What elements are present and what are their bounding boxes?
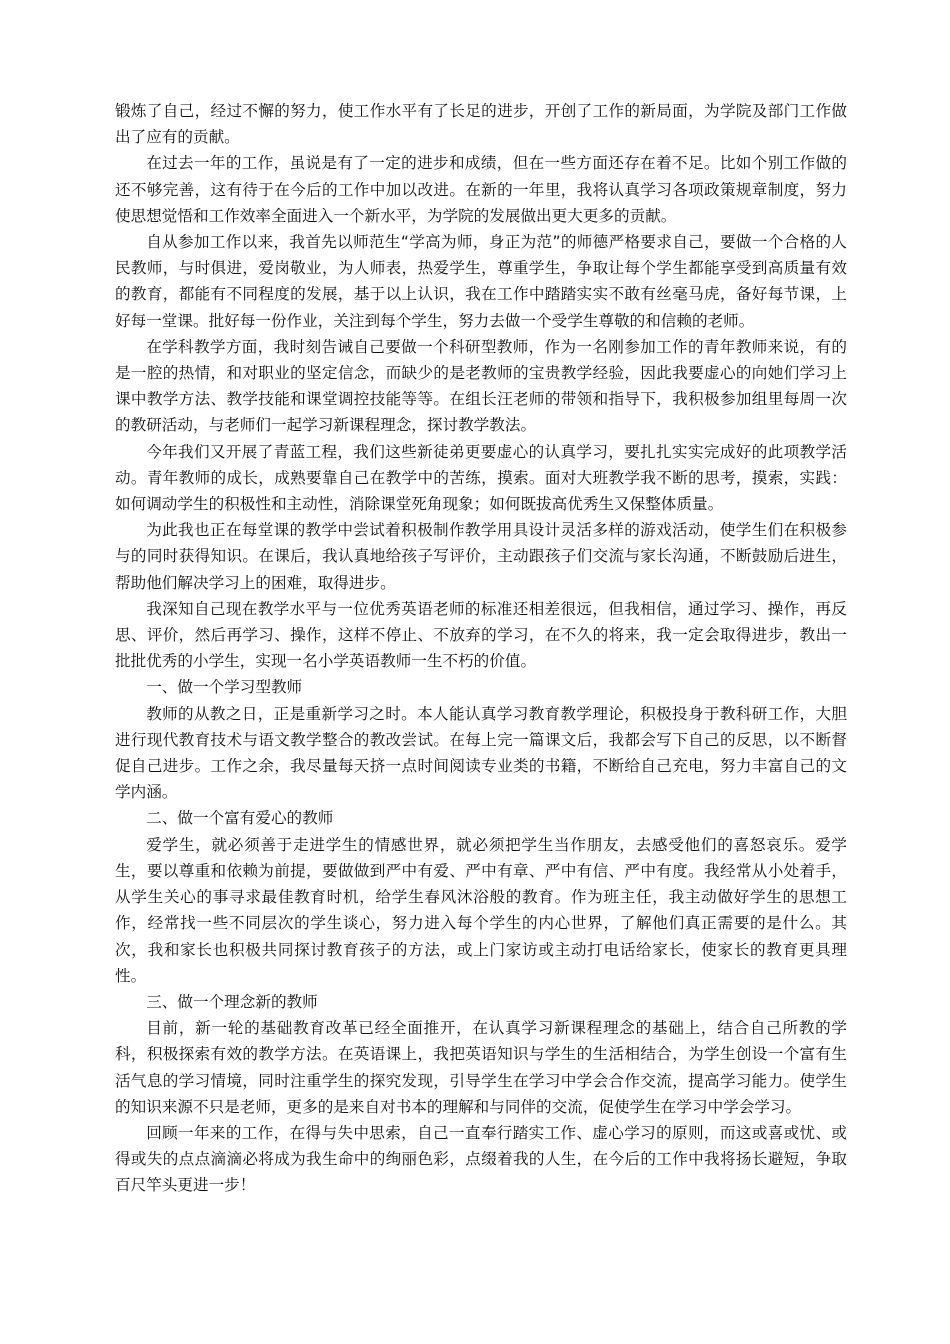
document-page [115,98,847,1199]
paragraph-teaching-aids: 为此我也正在每堂课的教学中尝试着积极制作教学用具设计灵活多样的游戏活动，使学生们在积极参与的同时获得知识。在课后，我认真地给孩子写评价，主动跟孩子们交流与家长沟通，不断鼓励后进生，帮助他们解决学习上的困难，取得进步。 [115,521,847,592]
paragraph-learning-teacher: 教师的从教之日，正是重新学习之时。本人能认真学习教育教学理论，积极投身于教科研工作，大胆进行现代教育技术与语文教学整合的教改尝试。在每上完一篇课文后，我都会写下自己的反思，以不断督促自己进步。工作之余，我尽量每天挤一点时间阅读专业类的书籍，不断给自己充电，努力丰富自己的文学内涵。 [115,704,847,802]
section-heading-learning-teacher: 一、做一个学习型教师 [146,678,303,697]
paragraph-self-assessment: 我深知自己现在教学水平与一位优秀英语老师的标准还相差很远，但我相信，通过学习、操作，再反思、评价，然后再学习、操作，这样不停止、不放弃的学习，在不久的将来，我一定会取得进步，教出一批批优秀的小学生，实现一名小学英语教师一生不朽的价值。 [115,599,847,671]
paragraph-mentoring-program: 今年我们又开展了青蓝工程，我们这些新徒弟更要虚心的认真学习，要扎扎实实完成好的此项教学活动。青年教师的成长，成熟要靠自己在教学中的苦练，摸索。面对大班教学我不断的思考，摸索，实践：如何调动学生的积极性和主动性，消除课堂死角现象；如何既拔高优秀生又保整体质量。 [115,442,847,514]
paragraph-subject-teaching: 在学科教学方面，我时刻告诫自己要做一个科研型教师，作为一名刚参加工作的青年教师来说，有的是一腔的热情，和对职业的坚定信念，而缺少的是老教师的宝贵教学经验，因此我要虚心的向她们学习上课中教学方法、教学技能和课堂调控技能等等。在组长汪老师的带领和指导下，我积极参加组里每周一次的教研活动，与老师们一起学习新课程理念，探讨教学教法。 [115,337,847,435]
paragraph-teacher-ethics: 自从参加工作以来，我首先以师范生“学高为师，身正为范”的师德严格要求自己，要做一个合格的人民教师，与时俱进，爱岗敬业，为人师表，热爱学生，尊重学生，争取让每个学生都能享受到高质量有效的教育，都能有不同程度的发展，基于以上认识，我在工作中踏踏实实不敢有丝毫马虎，备好每节课，上好每一堂课。批好每一份作业，关注到每个学生，努力去做一个受学生尊敬的和信赖的老师。 [115,233,847,330]
paragraph-shortcomings: 在过去一年的工作，虽说是有了一定的进步和成绩，但在一些方面还存在着不足。比如个别工作做的还不够完善，这有待于在今后的工作中加以改进。在新的一年里，我将认真学习各项政策规章制度，努力使思想觉悟和工作效率全面进入一个新水平，为学院的发展做出更大更多的贡献。 [115,154,847,225]
paragraph-conclusion: 回顾一年来的工作，在得与失中思索，自己一直奉行踏实工作、虚心学习的原则，而这或喜或忧、或得或失的点点滴滴必将成为我生命中的绚丽色彩，点缀着我的人生，在今后的工作中我将扬长避短，争取百尺竿头更进一步！ [115,1123,847,1195]
section-heading-new-concept-teacher: 三、做一个理念新的教师 [146,992,318,1011]
paragraph-continuation: 锻炼了自己，经过不懈的努力，使工作水平有了长足的进步，开创了工作的新局面，为学院及部门工作做出了应有的贡献。 [115,102,847,147]
paragraph-new-concept-teacher: 目前，新一轮的基础教育改革已经全面推开，在认真学习新课程理念的基础上，结合自己所教的学科，积极探索有效的教学方法。在英语课上，我把英语知识与学生的生活相结合，为学生创设一个富有生活气息的学习情境，同时注重学生的探究发现，引导学生在学习中学会合作交流，提高学习能力。使学生的知识来源不只是老师，更多的是来自对书本的理解和与同伴的交流，促使学生在学习中学会学习。 [115,1019,847,1116]
section-heading-caring-teacher: 二、做一个富有爱心的教师 [146,809,334,828]
paragraph-caring-teacher: 爱学生，就必须善于走进学生的情感世界，就必须把学生当作朋友，去感受他们的喜怒哀乐。爱学生，要以尊重和依赖为前提，要做做到严中有爱、严中有章、严中有信、严中有度。我经常从小处着手，从学生关心的事寻求最佳教育时机，给学生春风沐浴般的教育。作为班主任，我主动做好学生的思想工作，经常找一些不同层次的学生谈心，努力进入每个学生的内心世界，了解他们真正需要的是什么。其次，我和家长也积极共同探讨教育孩子的方法，或上门家访或主动打电话给家长，使家长的教育更具理性。 [115,835,847,985]
